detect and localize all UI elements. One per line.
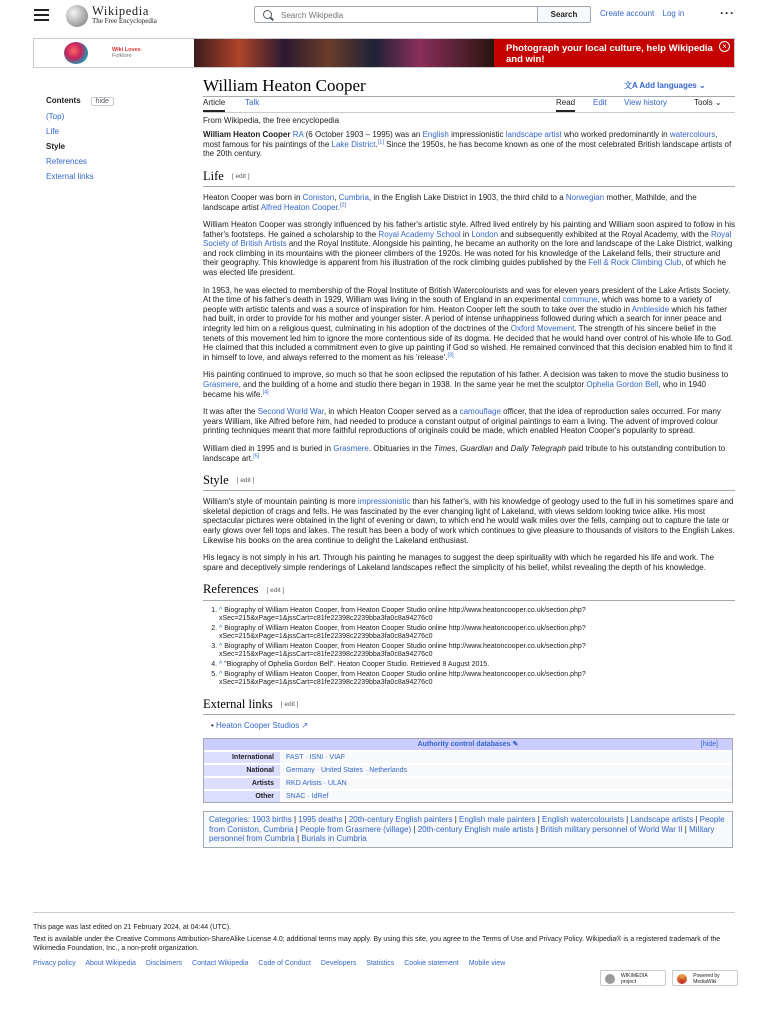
logo-tagline: The Free Encyclopedia (92, 17, 157, 25)
reference-text: Biography of William Heaton Cooper, from Heaton Cooper Studio online http://www.heatoncooper.co.uk/section.php?xSec=215&xPage=1&jssCart=c81fe22398c2239bba3fa0c8a94276c0 (219, 606, 586, 622)
authority-value[interactable]: FAST · ISNI · VIAF (280, 752, 732, 763)
search-icon (263, 10, 272, 19)
tabs-divider (203, 112, 735, 113)
mediawiki-badge-text: Powered by MediaWiki (693, 973, 720, 985)
footer-links (33, 959, 735, 968)
style-paragraph-2: His legacy is not simply in his art. Through his painting he manages to suggest the deep spirituality with which he regarded his life and work. The spare and deceptively simple renderings of Lakeland landscapes reflect the simplicity of his belief, whilst revealing the depth of his knowledge. (203, 553, 715, 572)
authority-value[interactable]: SNAC · IdRef (280, 791, 732, 802)
wikipedia-globe-icon[interactable] (66, 5, 88, 27)
external-heading-text: External links (203, 696, 273, 711)
reference-item: 2. ^ Biography of William Heaton Cooper, from Heaton Cooper Studio online http://www.heatoncooper.co.uk/section.php?xSec=215&xPage=1&jssCart=c81fe22398c2239bba3fa0c8a94276c0 (219, 625, 735, 641)
footer-link[interactable]: Statistics (366, 960, 395, 967)
reference-text: Biography of William Heaton Cooper, from Heaton Cooper Studio online http://www.heatoncooper.co.uk/section.php?xSec=215&xPage=1&jssCart=c81fe22398c2239bba3fa0c8a94276c0 (219, 642, 586, 658)
toc-item-external-links[interactable]: External links (46, 172, 94, 181)
footer-link[interactable]: About Wikipedia (85, 960, 136, 967)
link-royal-society-british-artists[interactable]: Royal Society of British Artists (203, 229, 732, 249)
category-link[interactable]: British military personnel of World War II (540, 824, 683, 834)
add-languages-button[interactable] (624, 80, 706, 91)
toc-item-top[interactable]: (Top) (46, 112, 65, 121)
banner-photo (194, 39, 494, 68)
search-button[interactable]: Search (537, 6, 591, 23)
banner-text: Photograph your local culture, help Wikipedia and win! (506, 43, 713, 65)
wiki-loves-folklore-logo (34, 39, 194, 68)
toc-item-style[interactable]: Style (46, 142, 66, 151)
authority-row (204, 763, 732, 776)
category-link[interactable]: Landscape artists (630, 815, 694, 825)
toc-heading: Contents (46, 96, 81, 105)
main-menu-icon[interactable] (34, 9, 49, 21)
authority-label: National (204, 765, 280, 776)
category-link[interactable]: 1903 births (252, 815, 292, 825)
link-norwegian[interactable]: Norwegian (565, 192, 605, 202)
toc-hide-button[interactable]: hide (91, 97, 114, 106)
footer-link[interactable]: Contact Wikipedia (192, 960, 249, 967)
banner-text-area (494, 39, 735, 68)
tab-read[interactable]: Read (556, 98, 575, 112)
tab-view-history[interactable]: View history (624, 98, 667, 107)
tab-edit[interactable]: Edit (593, 98, 607, 107)
footer-badges (596, 970, 738, 986)
section-heading-style (203, 473, 735, 491)
authority-row (204, 750, 732, 763)
log-in-link[interactable]: Log in (662, 9, 685, 18)
external-link-item: • Heaton Cooper Studios ↗ (211, 720, 309, 730)
footer-link[interactable]: Cookie statement (404, 960, 459, 967)
section-heading-life (203, 169, 735, 187)
tab-talk[interactable]: Talk (245, 98, 260, 107)
reference-text: Biography of William Heaton Cooper, from Heaton Cooper Studio online http://www.heatoncooper.co.uk/section.php?xSec=215&xPage=1&jssCart=c81fe22398c2239bba3fa0c8a94276c0 (219, 624, 586, 640)
life-paragraph-1: Heaton Cooper was born in Coniston, Cumbria, in the English Lake District in 1903, the third child to a Norwegian mother, Mathilde, and the landscape artist Alfred Heaton Cooper.[2] (203, 192, 697, 212)
wlf-line2: Folklore (112, 53, 132, 59)
reference-list (219, 607, 735, 687)
link-english[interactable]: English (422, 130, 449, 139)
authority-value[interactable]: RKD Artists · ULAN (280, 778, 732, 789)
link-ra[interactable]: RA (292, 130, 304, 139)
link-heaton-cooper-studios[interactable]: Heaton Cooper Studios (216, 720, 300, 730)
life-paragraph-2: William Heaton Cooper was strongly influenced by his father's artistic style. Alfred lived entirely by his painting and William soon aspired to follow in his father's footsteps. He gained a scholarship to the Royal Academy School in London and subsequently exhibited at the Royal Academy, with the Royal Society of British Artists and the Royal Institute. Alongside his painting, he became an authority on the lore and landscape of the Lake District, walking and rock climbing in its mountains with the pioneer climbers of the 1920s. He was noted for his knowledge of the Lakeland fells, their structure and their geography. This knowledge is apparent from his illustration of the rock climbing guides published by the Fell & Rock Climbing Club, of which he was elected life president. (203, 220, 735, 278)
mediawiki-badge[interactable] (672, 970, 738, 986)
authority-row (204, 776, 732, 789)
link-grasmere[interactable]: Grasmere (203, 380, 239, 389)
reference-item: 5. ^ Biography of William Heaton Cooper, from Heaton Cooper Studio online http://www.heatoncooper.co.uk/section.php?xSec=215&xPage=1&jssCart=c81fe22398c2239bba3fa0c8a94276c0 (219, 671, 735, 687)
chevron-down-icon: ⌄ (698, 81, 706, 90)
category-link[interactable]: People from Coniston, Cumbria (209, 815, 725, 834)
life-paragraph-4: His painting continued to improve, so much so that he soon eclipsed the reputation of his father. A decision was taken to move the studio business to Grasmere, and the building of a home and studio there began in 1938. In the same year he met the sculptor Ophelia Gordon Bell, who in 1940 became his wife.[4] (203, 370, 729, 399)
create-account-link[interactable]: Create account (600, 9, 655, 18)
lead-paragraph: William Heaton Cooper RA (6 October 1903 – 1995) was an English impressionistic landscape artist who worked predominantly in watercolours, most famous for his paintings of the Lake District.[1] Since the 1950s, he has become known as one of the most celebrated British landscape artists of the 20th century. (203, 130, 732, 159)
section-heading-references (203, 582, 735, 600)
wikimedia-badge[interactable] (600, 970, 666, 986)
authority-hide-button[interactable]: [hide] (700, 741, 718, 749)
link-impressionistic[interactable]: impressionistic (357, 497, 411, 507)
link-royal-academy-school[interactable]: Royal Academy School (378, 229, 461, 239)
reference-item: 1. ^ Biography of William Heaton Cooper, from Heaton Cooper Studio online http://www.heatoncooper.co.uk/section.php?xSec=215&xPage=1&jssCart=c81fe22398c2239bba3fa0c8a94276c0 (219, 607, 735, 623)
life-paragraph-6: William died in 1995 and is buried in Grasmere. Obituaries in the Times, Guardian and Daily Telegraph paid tribute to his outstanding contribution to landscape art.[5] (203, 443, 726, 463)
link-camouflage[interactable]: camouflage (459, 407, 501, 417)
references-heading-text: References (203, 582, 259, 597)
license-text: Text is available under the Creative Commons Attribution-ShareAlike License 4.0; additional terms may apply. By using this site, you agree to the Terms of Use and Privacy Policy. Wikipedia® is a registered trademark of the Wikimedia Foundation, Inc., a non-profit organization. (33, 936, 721, 952)
category-link[interactable]: 20th-century English male artists (417, 824, 534, 834)
folklore-heart-icon (64, 42, 88, 64)
life-heading-text: Life (203, 168, 224, 183)
footer-link[interactable]: Developers (320, 960, 357, 967)
category-link[interactable]: 20th-century English painters (348, 815, 453, 825)
more-options-icon[interactable]: ··· (720, 6, 735, 20)
page-tabs (203, 98, 735, 112)
footer-link[interactable]: Code of Conduct (258, 960, 311, 967)
close-banner-icon[interactable]: × (719, 41, 730, 52)
life-paragraph-5: It was after the Second World War, in which Heaton Cooper served as a camouflage officer, that the idea of reproduction sales occurred. For many years William, like Alfred before him, had needed to produce a constant output of original paintings to earn a living. The advent of improved colour printing techniques meant that more faithful reproductions of originals could be made, which enabled Heaton Cooper's popularity to spread. (203, 407, 721, 436)
section-heading-external-links (203, 697, 735, 715)
page-footer (33, 912, 735, 968)
title-divider (203, 96, 735, 97)
link-coniston[interactable]: Coniston (302, 192, 335, 202)
link-commune[interactable]: commune (562, 295, 598, 305)
authority-label: International (204, 752, 280, 763)
reference-text: "Biography of Ophelia Gordon Bell". Heaton Cooper Studio. Retrieved 8 August 2015. (224, 660, 490, 668)
category-link[interactable]: Burials in Cumbria (301, 834, 367, 844)
link-london[interactable]: London (471, 229, 499, 239)
campaign-banner[interactable] (33, 38, 735, 68)
table-of-contents (46, 96, 166, 181)
mediawiki-icon (677, 974, 687, 984)
category-link[interactable]: Military personnel from Cumbria (209, 824, 715, 844)
link-grasmere-2[interactable]: Grasmere (333, 443, 369, 453)
toc-item-life[interactable]: Life (46, 127, 59, 136)
category-link[interactable]: English male painters (459, 815, 536, 825)
category-link[interactable]: People from Grasmere (village) (300, 824, 412, 834)
authority-label: Other (204, 791, 280, 802)
link-alfred-heaton-cooper[interactable]: Alfred Heaton Cooper (260, 202, 338, 212)
reference-text: Biography of William Heaton Cooper, from Heaton Cooper Studio online http://www.heatoncooper.co.uk/section.php?xSec=215&xPage=1&jssCart=c81fe22398c2239bba3fa0c8a94276c0 (219, 670, 586, 686)
categories-label[interactable]: Categories: (209, 815, 250, 825)
category-box: Categories: 1903 births | 1995 deaths | 20th-century English painters | English male painters | English watercolourists | Landscape artists | People from Coniston, Cumbria | People from Grasmere (village) | 20th-century English male artists | British military personnel of World War II | Military personnel from Cumbria | Burials in Cumbria (203, 811, 733, 848)
authority-row (204, 789, 732, 802)
link-cumbria[interactable]: Cumbria (338, 192, 369, 202)
edit-external-links-link[interactable]: [ edit ] (280, 700, 299, 708)
link-ophelia-gordon-bell[interactable]: Ophelia Gordon Bell (586, 380, 659, 389)
reference-item: 4. ^ "Biography of Ophelia Gordon Bell". Heaton Cooper Studio. Retrieved 8 August 2015. (219, 661, 735, 669)
style-heading-text: Style (203, 473, 229, 488)
category-link[interactable]: 1995 deaths (298, 815, 343, 825)
wikimedia-icon (605, 974, 615, 984)
authority-label: Artists (204, 778, 280, 789)
life-paragraph-3: In 1953, he was elected to membership of the Royal Institute of British Watercolourists and was for eleven years president of the Lake Artists Society. At the time of his father's death in 1929, William was living in the south of England in an experimental commune, which was home to a variety of people with artistic talents and was a source of inspiration for him. Heaton Cooper left the south to take over the studio in Ambleside which his father had built, in order to provide for his mother and younger sister. A period of intense unhappiness followed during which a search for inner peace and integrity led him on a religious quest, culminating in his adoption of the doctrines of the Oxford Movement. The strength of his sincere belief in the tenets of this movement led him to ignore the more contentious side of its dogma. He decided that he would hand over control of his whole life to God. He claimed that this included a commitment even to give up painting if God so wished. He remained convinced that this decision enabled him to find it in himself to love, and always referred to the moment as his 'release'.[3] (203, 285, 734, 362)
link-fell-rock-climbing-club[interactable]: Fell & Rock Climbing Club (588, 258, 682, 268)
tools-menu[interactable] (694, 98, 722, 110)
authority-title[interactable]: Authority control databases (417, 741, 511, 749)
pencil-edit-icon[interactable]: ✎ (512, 741, 519, 749)
tab-article[interactable]: Article (203, 98, 225, 112)
link-ambleside[interactable]: Ambleside (631, 304, 670, 314)
reference-item: 3. ^ Biography of William Heaton Cooper, from Heaton Cooper Studio online http://www.heatoncooper.co.uk/section.php?xSec=215&xPage=1&jssCart=c81fe22398c2239bba3fa0c8a94276c0 (219, 643, 735, 659)
article-body (203, 130, 735, 848)
add-languages-label: Add languages (639, 81, 697, 90)
from-wikipedia: From Wikipedia, the free encyclopedia (203, 116, 340, 125)
footer-link[interactable]: Disclaimers (145, 960, 183, 967)
authority-header (204, 739, 732, 750)
last-edited: This page was last edited on 21 February 2024, at 04:44 (UTC). (33, 924, 232, 931)
search-box (254, 6, 591, 23)
authority-control-box (203, 738, 733, 803)
tools-label: Tools (694, 98, 713, 107)
category-link[interactable]: English watercolourists (542, 815, 624, 825)
link-watercolours[interactable]: watercolours (669, 130, 716, 139)
wikipedia-logo[interactable] (92, 5, 157, 26)
link-oxford-movement[interactable]: Oxford Movement (510, 324, 575, 334)
site-header (0, 0, 768, 34)
logo-wordmark: Wikipedia (92, 4, 149, 18)
language-icon: 文A (624, 81, 640, 90)
link-lake-district[interactable]: Lake District (331, 139, 376, 149)
tools-chevron-icon: ⌄ (714, 98, 722, 107)
edit-references-link[interactable]: [ edit ] (266, 586, 285, 594)
toc-item-references[interactable]: References (46, 157, 87, 166)
wlf-line1: Wiki Loves (112, 47, 141, 53)
edit-style-link[interactable]: [ edit ] (236, 477, 255, 485)
external-link-icon: ↗ (301, 720, 309, 730)
wikimedia-badge-text: WIKIMEDIA project (621, 973, 648, 985)
footer-link[interactable]: Mobile view (468, 960, 506, 967)
edit-life-link[interactable]: [ edit ] (231, 172, 250, 180)
search-input[interactable] (281, 9, 531, 21)
link-landscape-artist[interactable]: landscape artist (505, 130, 562, 139)
authority-value[interactable]: Germany · United States · Netherlands (280, 765, 732, 776)
page-title: William Heaton Cooper (203, 76, 366, 95)
footer-link[interactable]: Privacy policy (33, 960, 76, 967)
link-second-world-war[interactable]: Second World War (257, 407, 324, 417)
style-paragraph-1: William's style of mountain painting is more impressionistic than his father's, with his knowledge of geology used to the full in his sometimes spare and skeletal depiction of crags and fells. He was fascinated by the ever changing light of Lakeland, with views seldom looking twice alike. His most spectacular pictures were obtained in the light of evening or dawn, to which end he would walk miles over the fells, camping out to capture the late or early glows over fell tops and lakes. The result has been a body of work which continues to give pleasure to thousands of visitors to the English Lakes. Likewise his books on the area continue to delight the Lakeland enthusiast. (203, 497, 735, 545)
